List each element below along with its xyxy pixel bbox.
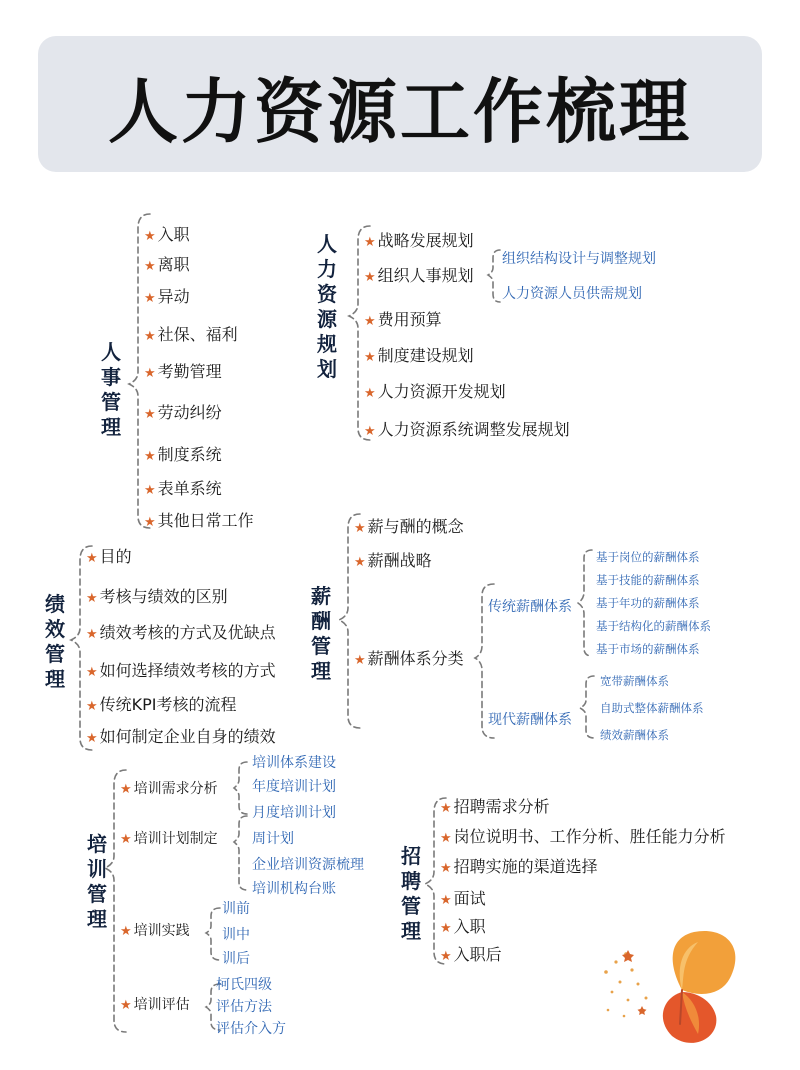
xinchou-trad-2: 基于年功的薪酬体系 — [596, 596, 700, 610]
renshi-item-2: ★ 异动 — [144, 287, 190, 306]
renshi-item-3: ★ 社保、福利 — [144, 325, 238, 344]
xinchou-trad-0: 基于岗位的薪酬体系 — [596, 550, 700, 564]
peixun-jihua-1: 周计划 — [252, 831, 294, 847]
renshi-item-0: ★ 入职 — [144, 225, 190, 244]
renshi-item-6: ★ 制度系统 — [144, 445, 222, 464]
peixun-pinggu-0: 柯氏四级 — [216, 977, 272, 993]
jixiao-item-3: ★ 如何选择绩效考核的方式 — [86, 661, 276, 680]
xinchou-item-2: ★ 薪酬体系分类 — [354, 649, 464, 668]
peixun-xuqiu-0: 培训体系建设 — [252, 755, 336, 771]
bracket-jihua — [234, 816, 247, 890]
label-guihua: 人力资源规划 — [317, 232, 337, 381]
xinchou-modern-0: 宽带薪酬体系 — [600, 674, 669, 688]
peixun-jihua-0: 月度培训计划 — [252, 805, 336, 821]
bracket-xinchou — [339, 514, 360, 728]
zhaopin-item-3: ★ 面试 — [440, 889, 486, 908]
renshi-item-4: ★ 考勤管理 — [144, 362, 222, 381]
jixiao-item-4: ★ 传统KPI考核的流程 — [86, 695, 237, 714]
bracket-modern — [580, 676, 594, 738]
guihua-item-5: ★ 人力资源系统调整发展规划 — [364, 420, 570, 439]
jixiao-item-0: ★ 目的 — [86, 547, 132, 566]
peixun-item-2: ★ 培训实践 — [120, 923, 190, 939]
guihua-item-3: ★ 制度建设规划 — [364, 346, 474, 365]
guihua-item-0: ★ 战略发展规划 — [364, 231, 474, 250]
bracket-jixiao — [71, 546, 92, 750]
xinchou-type-0: 传统薪酬体系 — [488, 599, 572, 615]
xinchou-type-1: 现代薪酬体系 — [488, 712, 572, 728]
bracket-zuzhi — [488, 250, 500, 302]
peixun-item-3: ★ 培训评估 — [120, 997, 190, 1013]
jixiao-item-1: ★ 考核与绩效的区别 — [86, 587, 228, 606]
bracket-xuqiu — [234, 762, 247, 814]
jixiao-item-2: ★ 绩效考核的方式及优缺点 — [86, 623, 276, 642]
guihua-item-2: ★ 费用预算 — [364, 310, 442, 329]
bracket-traditional — [578, 550, 592, 656]
xinchou-trad-3: 基于结构化的薪酬体系 — [596, 619, 711, 633]
xinchou-modern-2: 绩效薪酬体系 — [600, 728, 669, 742]
jixiao-item-5: ★ 如何制定企业自身的绩效 — [86, 727, 276, 746]
bracket-shijian — [206, 908, 220, 960]
peixun-shijian-2: 训后 — [222, 951, 250, 967]
label-jixiao: 绩效管理 — [45, 592, 65, 691]
label-xinchou: 薪酬管理 — [311, 584, 331, 683]
peixun-shijian-0: 训前 — [222, 901, 250, 917]
peixun-xuqiu-1: 年度培训计划 — [252, 779, 336, 795]
label-renshi: 人事管理 — [101, 340, 121, 439]
label-peixun: 培训管理 — [87, 832, 107, 931]
peixun-pinggu-1: 评估方法 — [216, 999, 272, 1015]
xinchou-item-1: ★ 薪酬战略 — [354, 551, 432, 570]
guihua-sub-1: 人力资源人员供需规划 — [502, 286, 642, 302]
label-zhaopin: 招聘管理 — [401, 844, 421, 943]
peixun-pinggu-2: 评估介入方 — [216, 1021, 286, 1037]
page-title: 人力资源工作梳理 — [108, 71, 692, 153]
renshi-item-7: ★ 表单系统 — [144, 479, 222, 498]
peixun-jihua-3: 培训机构台账 — [252, 881, 336, 897]
xinchou-trad-1: 基于技能的薪酬体系 — [596, 573, 700, 587]
renshi-item-8: ★ 其他日常工作 — [144, 511, 254, 530]
bracket-zhaopin — [425, 798, 446, 964]
xinchou-item-0: ★ 薪与酬的概念 — [354, 517, 464, 536]
zhaopin-item-5: ★ 入职后 — [440, 945, 502, 964]
guihua-item-4: ★ 人力资源开发规划 — [364, 382, 506, 401]
peixun-jihua-2: 企业培训资源梳理 — [252, 857, 364, 873]
zhaopin-item-1: ★ 岗位说明书、工作分析、胜任能力分析 — [440, 827, 726, 846]
guihua-sub-0: 组织结构设计与调整规划 — [502, 251, 656, 267]
renshi-item-1: ★ 离职 — [144, 255, 190, 274]
zhaopin-item-0: ★ 招聘需求分析 — [440, 797, 550, 816]
bracket-guihua — [349, 226, 370, 440]
peixun-item-1: ★ 培训计划制定 — [120, 831, 218, 847]
peixun-item-0: ★ 培训需求分析 — [120, 781, 218, 797]
renshi-item-5: ★ 劳动纠纷 — [144, 403, 222, 422]
zhaopin-item-4: ★ 入职 — [440, 917, 486, 936]
butterfly-logo-icon — [598, 924, 758, 1054]
zhaopin-item-2: ★ 招聘实施的渠道选择 — [440, 857, 598, 876]
xinchou-trad-4: 基于市场的薪酬体系 — [596, 642, 700, 656]
xinchou-modern-1: 自助式整体薪酬体系 — [600, 701, 704, 715]
guihua-item-1: ★ 组织人事规划 — [364, 266, 474, 285]
peixun-shijian-1: 训中 — [222, 927, 250, 943]
